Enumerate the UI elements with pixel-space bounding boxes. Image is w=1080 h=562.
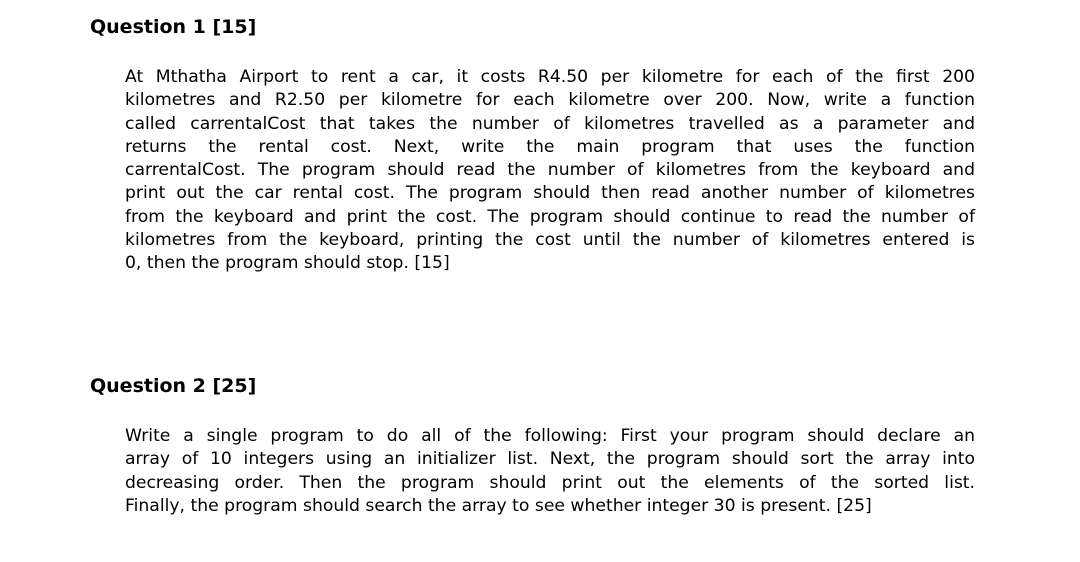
question-2-line bbox=[125, 448, 975, 471]
question-1-line-text: from the keyboard and print the cost. The program should continue to read the number of bbox=[125, 206, 975, 227]
question-1-line-text: 0, then the program should stop. [15] bbox=[125, 253, 450, 274]
question-2-line-text: Finally, the program should search the array to see whether integer 30 is present. [25] bbox=[125, 495, 872, 516]
question-1-line bbox=[125, 89, 975, 112]
question-1-text bbox=[125, 66, 975, 276]
question-2-line-text: decreasing order. Then the program should print out the elements of the sorted list. bbox=[125, 472, 975, 493]
question-1-line bbox=[125, 206, 975, 229]
question-1-line-text: carrentalCost. The program should read the number of kilometres from the keyboard and bbox=[125, 160, 975, 181]
question-2-text bbox=[125, 425, 975, 518]
question-1-line bbox=[125, 159, 975, 182]
question-1-line bbox=[125, 136, 975, 159]
question-1-line-text: At Mthatha Airport to rent a car, it costs R4.50 per kilometre for each of the first 200 bbox=[125, 67, 975, 87]
question-1-line-text: kilometres from the keyboard, printing the cost until the number of kilometres entered is bbox=[125, 230, 975, 251]
question-2-line bbox=[125, 495, 975, 518]
question-1-heading: Question 1 [15] bbox=[90, 16, 257, 38]
question-1-line-text: kilometres and R2.50 per kilometre for each kilometre over 200. Now, write a function bbox=[125, 90, 975, 111]
question-1-line bbox=[125, 113, 975, 136]
question-1-line-text: print out the car rental cost. The program should then read another number of kilometres bbox=[125, 183, 975, 204]
question-2-line bbox=[125, 425, 975, 448]
question-1-line bbox=[125, 66, 975, 89]
question-2-line-text: Write a single program to do all of the following: First your program should declare an bbox=[125, 426, 975, 446]
question-2-line-text: array of 10 integers using an initializer list. Next, the program should sort the array into bbox=[125, 449, 975, 470]
question-2-line bbox=[125, 472, 975, 495]
question-1-line-text: returns the rental cost. Next, write the main program that uses the function bbox=[125, 136, 975, 157]
question-1-line bbox=[125, 252, 975, 275]
question-1-line bbox=[125, 229, 975, 252]
question-1-line-text: called carrentalCost that takes the number of kilometres travelled as a parameter and bbox=[125, 113, 975, 134]
question-1-line bbox=[125, 182, 975, 205]
question-2-heading: Question 2 [25] bbox=[90, 375, 257, 397]
